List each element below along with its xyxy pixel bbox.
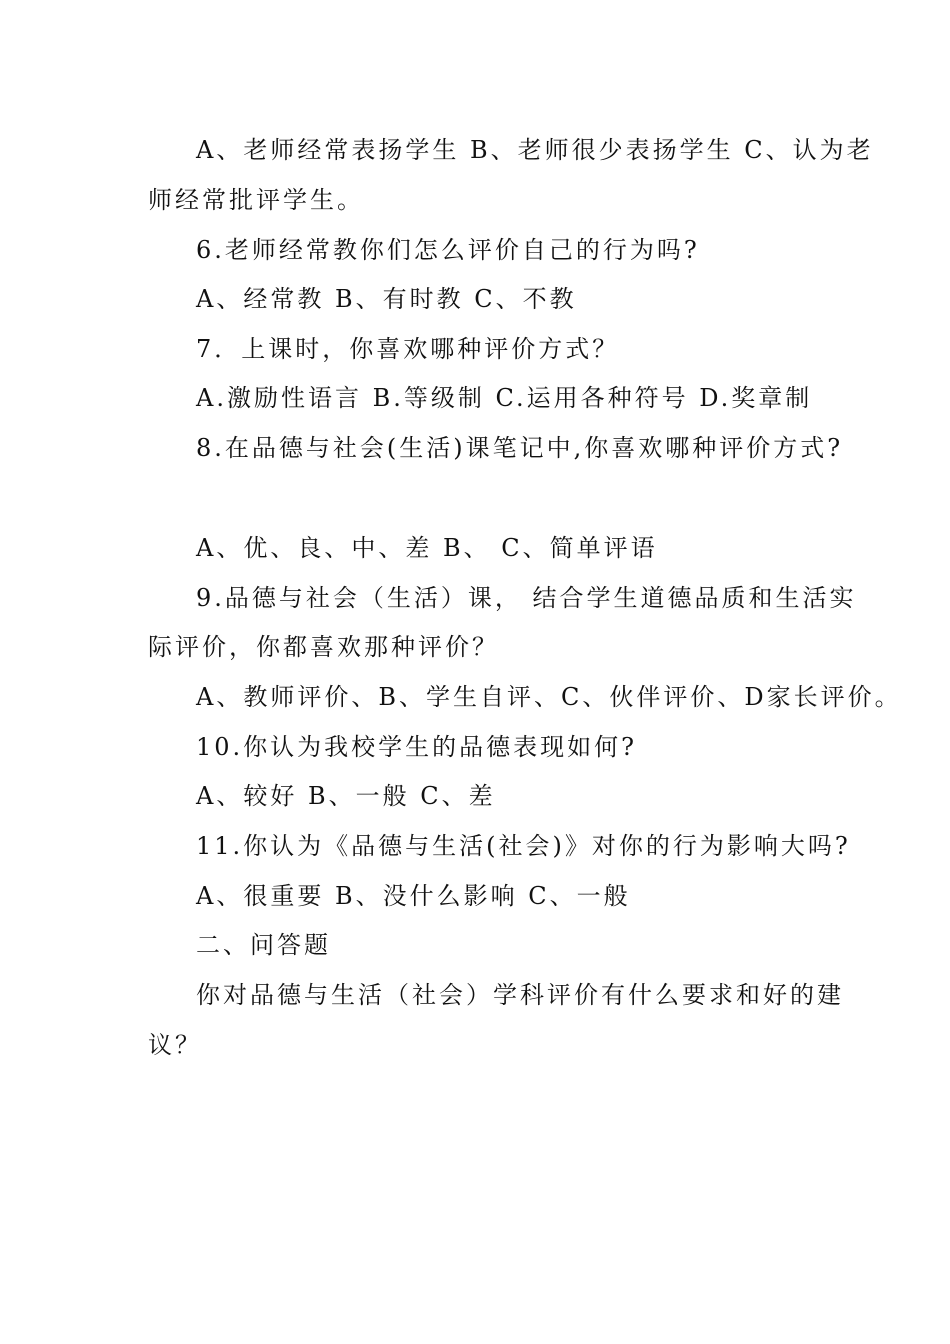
question-10-options: A、较好 B、一般 C、差 xyxy=(196,782,496,810)
question-7-options: A.激励性语言 B.等级制 C.运用各种符号 D.奖章制 xyxy=(196,384,813,412)
question-8: 8.在品德与社会(生活)课笔记中,你喜欢哪种评价方式? xyxy=(196,434,844,462)
question-9-line-1: 9.品德与社会（生活）课， 结合学生道德品质和生活实 xyxy=(196,584,857,612)
question-11-options: A、很重要 B、没什么影响 C、一般 xyxy=(196,882,631,910)
question-5-options-line-2: 师经常批评学生。 xyxy=(148,186,364,214)
open-question-line-2: 议？ xyxy=(148,1031,202,1059)
question-7: 7．上课时，你喜欢哪种评价方式？ xyxy=(196,335,620,363)
section-heading: 二、问答题 xyxy=(196,931,331,959)
question-11: 11.你认为《品德与生活(社会)》对你的行为影响大吗? xyxy=(196,832,851,860)
question-5-options-line-1: A、老师经常表扬学生 B、老师很少表扬学生 C、认为老 xyxy=(196,136,874,164)
question-8-options: A、优、良、中、差 B、 C、简单评语 xyxy=(196,534,658,562)
question-6: 6.老师经常教你们怎么评价自己的行为吗? xyxy=(196,236,700,264)
question-10: 10.你认为我校学生的品德表现如何? xyxy=(196,733,638,761)
question-9-options: A、教师评价、B、学生自评、C、伙伴评价、D家长评价。 xyxy=(196,683,902,711)
question-6-options: A、经常教 B、有时教 C、不教 xyxy=(196,285,577,313)
open-question-line-1: 你对品德与生活（社会）学科评价有什么要求和好的建 xyxy=(196,981,844,1009)
question-9-line-2: 际评价，你都喜欢那种评价？ xyxy=(148,633,499,661)
